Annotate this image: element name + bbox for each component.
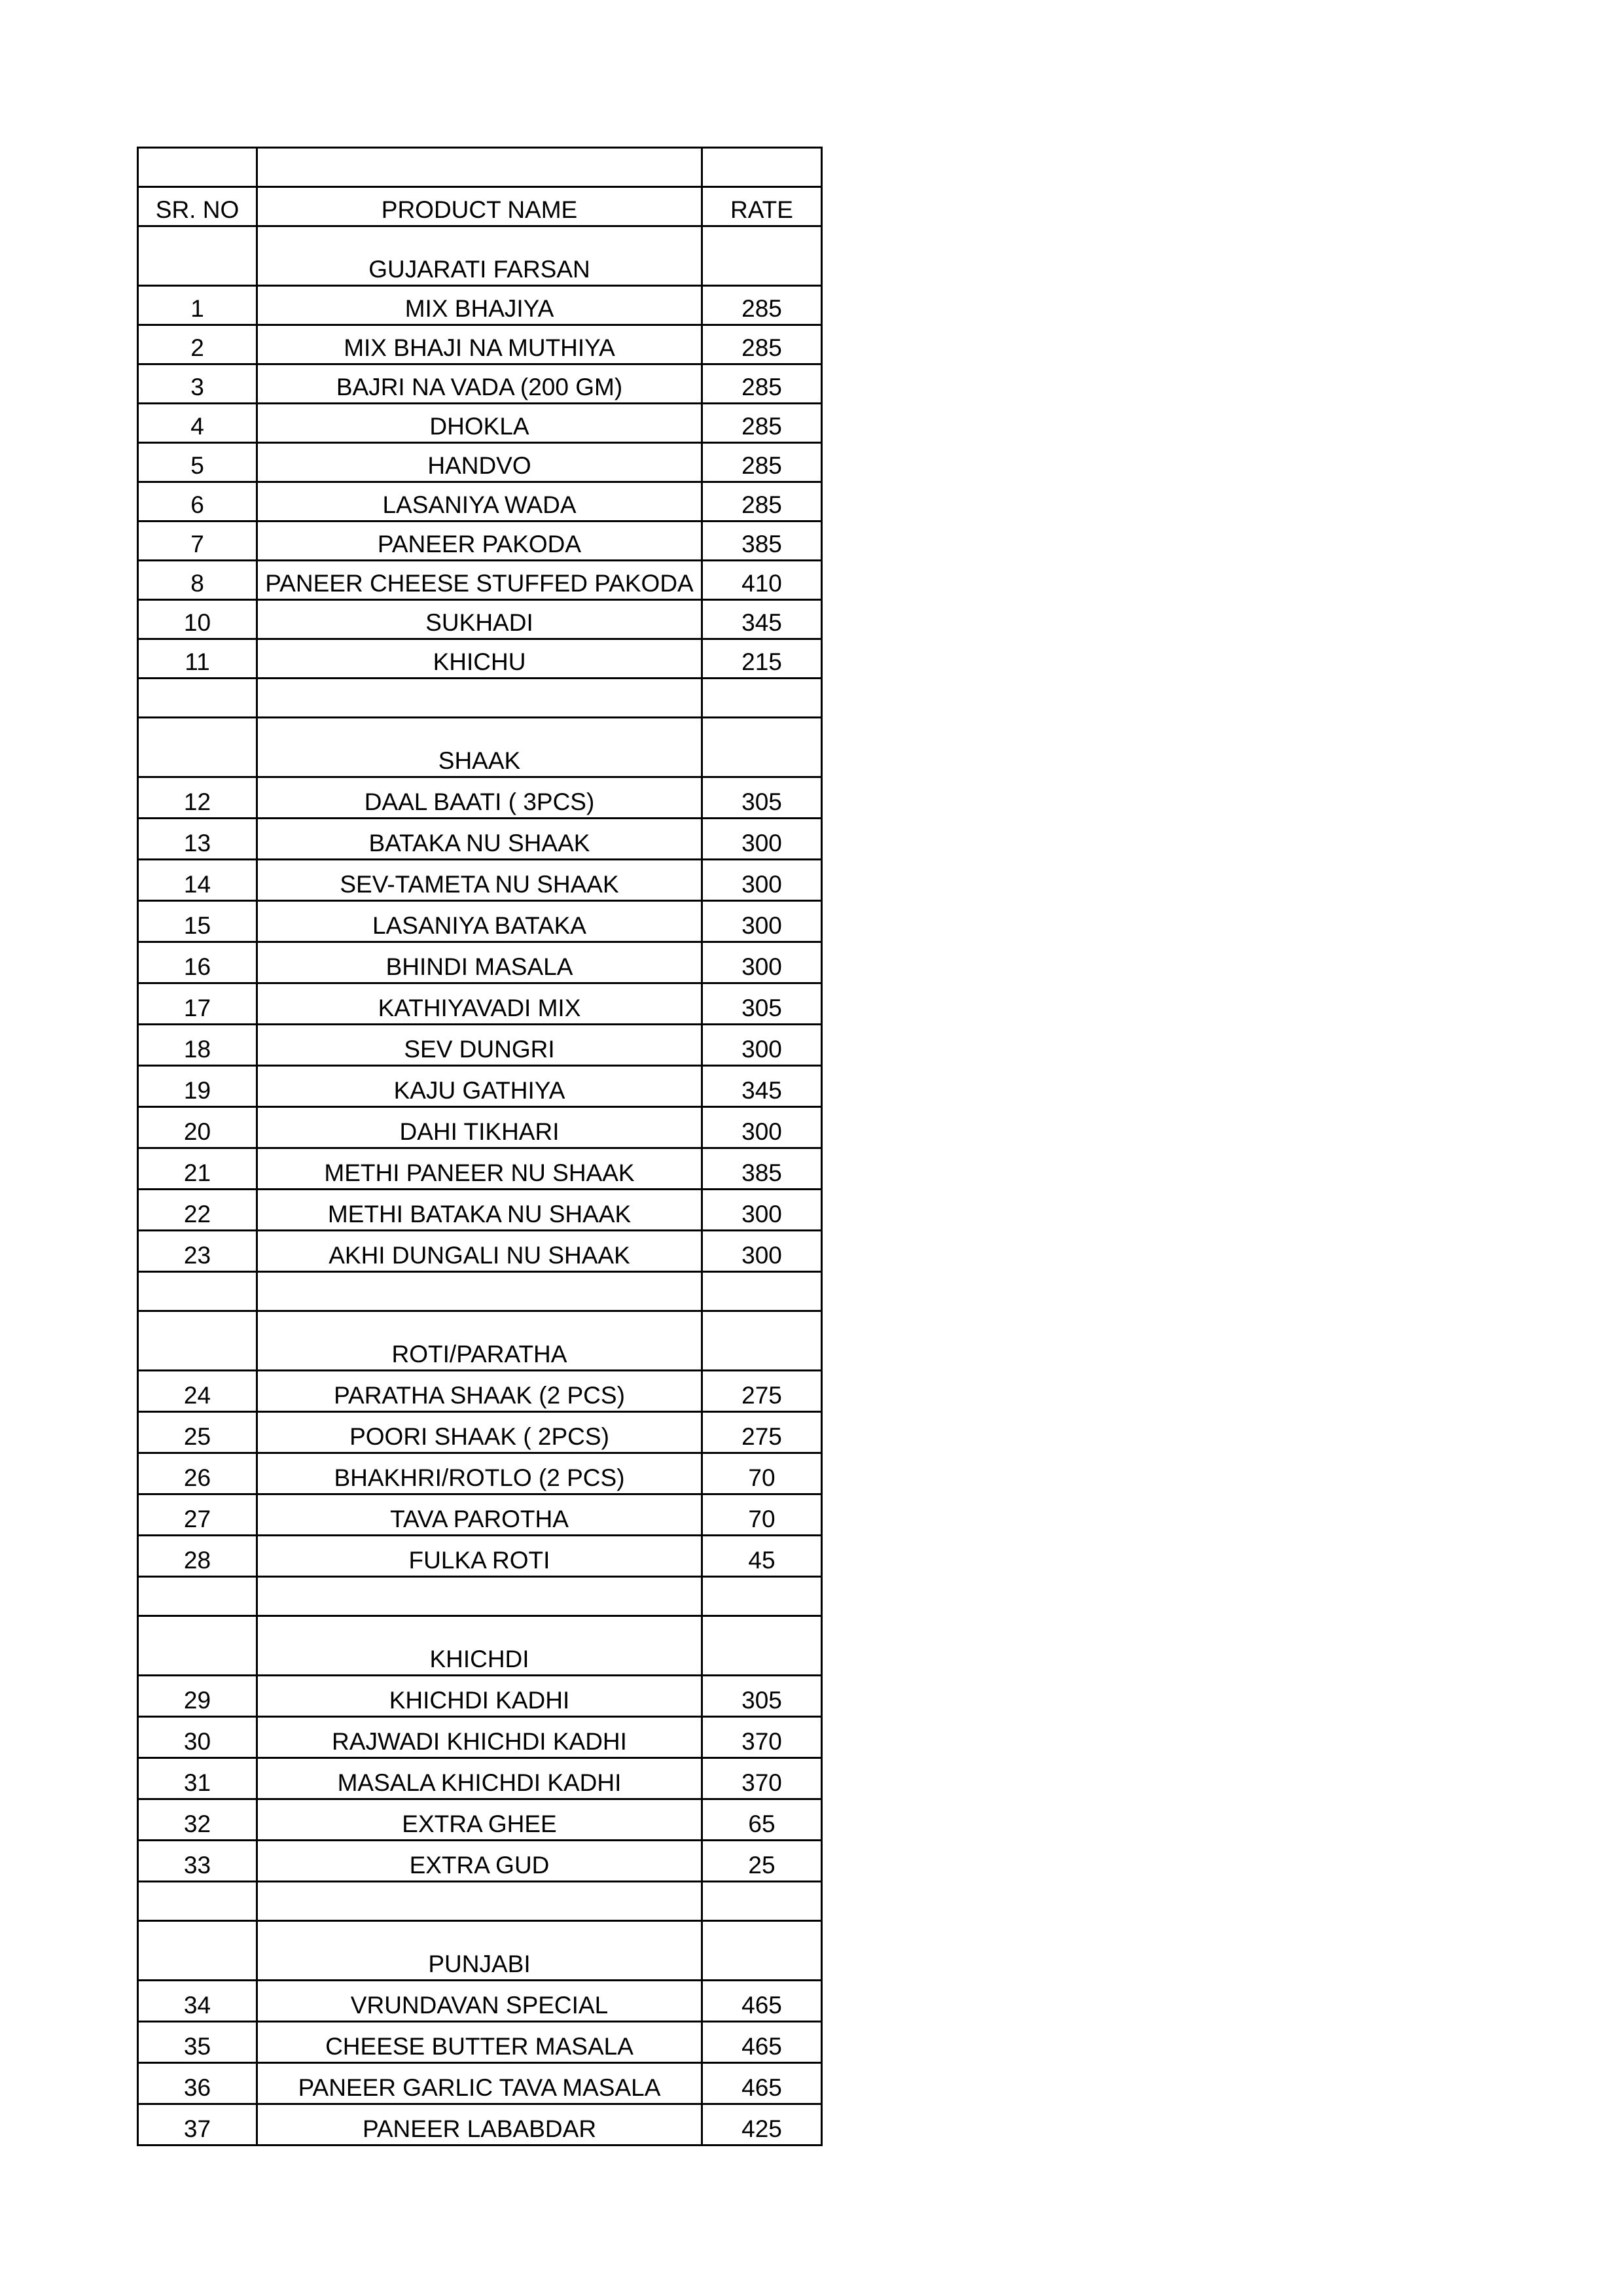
product-name-cell: LASANIYA BATAKA <box>257 901 702 942</box>
product-name-cell: MASALA KHICHDI KADHI <box>257 1758 702 1799</box>
item-row <box>138 1190 822 1231</box>
rate-cell: 285 <box>702 364 822 404</box>
product-name-cell: KATHIYAVADI MIX <box>257 983 702 1025</box>
section-blank-cell <box>138 1921 257 1981</box>
blank-cell <box>138 1577 257 1616</box>
item-row <box>138 1107 822 1148</box>
rate-cell: 305 <box>702 983 822 1025</box>
sr-no-cell: 18 <box>138 1025 257 1066</box>
section-blank-cell <box>138 226 257 286</box>
header-row <box>138 187 822 226</box>
rate-cell: 370 <box>702 1758 822 1799</box>
rate-cell: 275 <box>702 1371 822 1412</box>
item-row <box>138 286 822 325</box>
product-name-cell: AKHI DUNGALI NU SHAAK <box>257 1231 702 1272</box>
product-name-cell: TAVA PAROTHA <box>257 1494 702 1536</box>
item-row <box>138 1536 822 1577</box>
item-row <box>138 1066 822 1107</box>
sr-no-cell: 32 <box>138 1799 257 1841</box>
blank-cell <box>702 679 822 718</box>
item-row <box>138 639 822 679</box>
sr-no-cell: 33 <box>138 1841 257 1882</box>
rate-cell: 370 <box>702 1717 822 1758</box>
product-name-cell: EXTRA GUD <box>257 1841 702 1882</box>
sr-no-cell: 13 <box>138 819 257 860</box>
rate-cell: 465 <box>702 2022 822 2063</box>
section-title: SHAAK <box>257 718 702 777</box>
item-row <box>138 1758 822 1799</box>
rate-cell: 45 <box>702 1536 822 1577</box>
product-name-cell: KHICHU <box>257 639 702 679</box>
blank-row <box>138 1272 822 1311</box>
item-row <box>138 1717 822 1758</box>
product-name-cell: SUKHADI <box>257 600 702 639</box>
sr-no-cell: 37 <box>138 2104 257 2146</box>
sr-no-cell: 6 <box>138 482 257 521</box>
sr-no-cell: 3 <box>138 364 257 404</box>
sr-no-cell: 10 <box>138 600 257 639</box>
sr-no-cell: 12 <box>138 777 257 819</box>
item-row <box>138 1494 822 1536</box>
item-row <box>138 1841 822 1882</box>
sr-no-cell: 22 <box>138 1190 257 1231</box>
blank-cell <box>702 1272 822 1311</box>
rate-cell: 305 <box>702 777 822 819</box>
product-name-header: PRODUCT NAME <box>257 187 702 226</box>
rate-cell: 285 <box>702 404 822 443</box>
rate-header: RATE <box>702 187 822 226</box>
item-row <box>138 2104 822 2146</box>
item-row <box>138 819 822 860</box>
section-blank-cell <box>702 718 822 777</box>
rate-cell: 25 <box>702 1841 822 1882</box>
rate-cell: 285 <box>702 482 822 521</box>
sr-no-cell: 4 <box>138 404 257 443</box>
rate-cell: 300 <box>702 1025 822 1066</box>
item-row <box>138 860 822 901</box>
product-name-cell: KAJU GATHIYA <box>257 1066 702 1107</box>
blank-cell <box>702 1577 822 1616</box>
rate-cell: 275 <box>702 1412 822 1453</box>
item-row <box>138 1453 822 1494</box>
rate-cell: 300 <box>702 1107 822 1148</box>
product-name-cell: BAJRI NA VADA (200 GM) <box>257 364 702 404</box>
product-name-cell: PANEER LABABDAR <box>257 2104 702 2146</box>
sr-no-cell: 19 <box>138 1066 257 1107</box>
section-blank-cell <box>702 1921 822 1981</box>
product-name-cell: METHI BATAKA NU SHAAK <box>257 1190 702 1231</box>
sr-no-cell: 16 <box>138 942 257 983</box>
sr-no-cell: 17 <box>138 983 257 1025</box>
rate-cell: 300 <box>702 942 822 983</box>
sr-no-cell: 27 <box>138 1494 257 1536</box>
item-row <box>138 1025 822 1066</box>
sr-no-cell: 20 <box>138 1107 257 1148</box>
rate-cell: 300 <box>702 860 822 901</box>
product-name-cell: KHICHDI KADHI <box>257 1676 702 1717</box>
rate-cell: 300 <box>702 901 822 942</box>
rate-cell: 70 <box>702 1453 822 1494</box>
item-row <box>138 901 822 942</box>
rate-cell: 215 <box>702 639 822 679</box>
rate-cell: 285 <box>702 325 822 364</box>
sr-no-cell: 25 <box>138 1412 257 1453</box>
product-name-cell: PANEER GARLIC TAVA MASALA <box>257 2063 702 2104</box>
product-name-cell: DAAL BAATI ( 3PCS) <box>257 777 702 819</box>
sr-no-cell: 36 <box>138 2063 257 2104</box>
product-name-cell: BHINDI MASALA <box>257 942 702 983</box>
blank-row <box>138 1577 822 1616</box>
product-name-cell: VRUNDAVAN SPECIAL <box>257 1981 702 2022</box>
product-name-cell: RAJWADI KHICHDI KADHI <box>257 1717 702 1758</box>
sr-no-cell: 26 <box>138 1453 257 1494</box>
rate-cell: 385 <box>702 1148 822 1190</box>
rate-cell: 345 <box>702 600 822 639</box>
section-row <box>138 226 822 286</box>
blank-cell <box>138 679 257 718</box>
sr-no-cell: 15 <box>138 901 257 942</box>
product-name-cell: MIX BHAJIYA <box>257 286 702 325</box>
sr-no-cell: 23 <box>138 1231 257 1272</box>
blank-row <box>138 148 822 187</box>
section-blank-cell <box>138 1311 257 1371</box>
item-row <box>138 521 822 561</box>
product-name-cell: BHAKHRI/ROTLO (2 PCS) <box>257 1453 702 1494</box>
rate-cell: 300 <box>702 1231 822 1272</box>
rate-cell: 465 <box>702 1981 822 2022</box>
sr-no-cell: 35 <box>138 2022 257 2063</box>
sr-no-cell: 5 <box>138 443 257 482</box>
product-name-cell: PANEER CHEESE STUFFED PAKODA <box>257 561 702 600</box>
blank-row <box>138 679 822 718</box>
sr-no-cell: 2 <box>138 325 257 364</box>
product-name-cell: SEV DUNGRI <box>257 1025 702 1066</box>
blank-cell <box>702 1882 822 1921</box>
item-row <box>138 2063 822 2104</box>
product-name-cell: HANDVO <box>257 443 702 482</box>
blank-cell <box>138 148 257 187</box>
section-title: GUJARATI FARSAN <box>257 226 702 286</box>
item-row <box>138 325 822 364</box>
section-title: ROTI/PARATHA <box>257 1311 702 1371</box>
section-blank-cell <box>138 1616 257 1676</box>
product-name-cell: BATAKA NU SHAAK <box>257 819 702 860</box>
product-name-cell: POORI SHAAK ( 2PCS) <box>257 1412 702 1453</box>
sr-no-cell: 21 <box>138 1148 257 1190</box>
blank-cell <box>257 679 702 718</box>
item-row <box>138 1981 822 2022</box>
item-row <box>138 1799 822 1841</box>
sr-no-cell: 29 <box>138 1676 257 1717</box>
price-list-table <box>137 147 823 2146</box>
item-row <box>138 942 822 983</box>
sr-no-cell: 1 <box>138 286 257 325</box>
product-name-cell: FULKA ROTI <box>257 1536 702 1577</box>
product-name-cell: PARATHA SHAAK (2 PCS) <box>257 1371 702 1412</box>
item-row <box>138 482 822 521</box>
item-row <box>138 1231 822 1272</box>
rate-cell: 305 <box>702 1676 822 1717</box>
sr-no-cell: 28 <box>138 1536 257 1577</box>
rate-cell: 410 <box>702 561 822 600</box>
section-title: KHICHDI <box>257 1616 702 1676</box>
product-name-cell: MIX BHAJI NA MUTHIYA <box>257 325 702 364</box>
sr-no-cell: 31 <box>138 1758 257 1799</box>
sr-no-cell: 24 <box>138 1371 257 1412</box>
rate-cell: 385 <box>702 521 822 561</box>
item-row <box>138 1371 822 1412</box>
section-title: PUNJABI <box>257 1921 702 1981</box>
item-row <box>138 1412 822 1453</box>
price-list-body <box>138 148 822 2146</box>
blank-row <box>138 1882 822 1921</box>
product-name-cell: CHEESE BUTTER MASALA <box>257 2022 702 2063</box>
item-row <box>138 983 822 1025</box>
item-row <box>138 1676 822 1717</box>
blank-cell <box>257 1882 702 1921</box>
blank-cell <box>138 1272 257 1311</box>
sr-no-cell: 30 <box>138 1717 257 1758</box>
product-name-cell: LASANIYA WADA <box>257 482 702 521</box>
section-blank-cell <box>702 226 822 286</box>
blank-cell <box>257 1577 702 1616</box>
item-row <box>138 443 822 482</box>
item-row <box>138 600 822 639</box>
product-name-cell: DAHI TIKHARI <box>257 1107 702 1148</box>
sr-no-cell: 11 <box>138 639 257 679</box>
product-name-cell: SEV-TAMETA NU SHAAK <box>257 860 702 901</box>
rate-cell: 70 <box>702 1494 822 1536</box>
item-row <box>138 561 822 600</box>
rate-cell: 65 <box>702 1799 822 1841</box>
sr-no-cell: 34 <box>138 1981 257 2022</box>
section-row <box>138 1616 822 1676</box>
section-blank-cell <box>138 718 257 777</box>
item-row <box>138 1148 822 1190</box>
section-blank-cell <box>702 1311 822 1371</box>
product-name-cell: EXTRA GHEE <box>257 1799 702 1841</box>
rate-cell: 465 <box>702 2063 822 2104</box>
product-name-cell: METHI PANEER NU SHAAK <box>257 1148 702 1190</box>
rate-cell: 345 <box>702 1066 822 1107</box>
rate-cell: 285 <box>702 286 822 325</box>
product-name-cell: PANEER PAKODA <box>257 521 702 561</box>
blank-cell <box>257 148 702 187</box>
blank-cell <box>257 1272 702 1311</box>
sr-no-cell: 7 <box>138 521 257 561</box>
sr-no-cell: 14 <box>138 860 257 901</box>
section-blank-cell <box>702 1616 822 1676</box>
rate-cell: 425 <box>702 2104 822 2146</box>
rate-cell: 285 <box>702 443 822 482</box>
blank-cell <box>702 148 822 187</box>
item-row <box>138 777 822 819</box>
section-row <box>138 718 822 777</box>
item-row <box>138 404 822 443</box>
sr-no-cell: 8 <box>138 561 257 600</box>
item-row <box>138 364 822 404</box>
blank-cell <box>138 1882 257 1921</box>
item-row <box>138 2022 822 2063</box>
rate-cell: 300 <box>702 819 822 860</box>
sr-no-header: SR. NO <box>138 187 257 226</box>
product-name-cell: DHOKLA <box>257 404 702 443</box>
section-row <box>138 1311 822 1371</box>
section-row <box>138 1921 822 1981</box>
rate-cell: 300 <box>702 1190 822 1231</box>
